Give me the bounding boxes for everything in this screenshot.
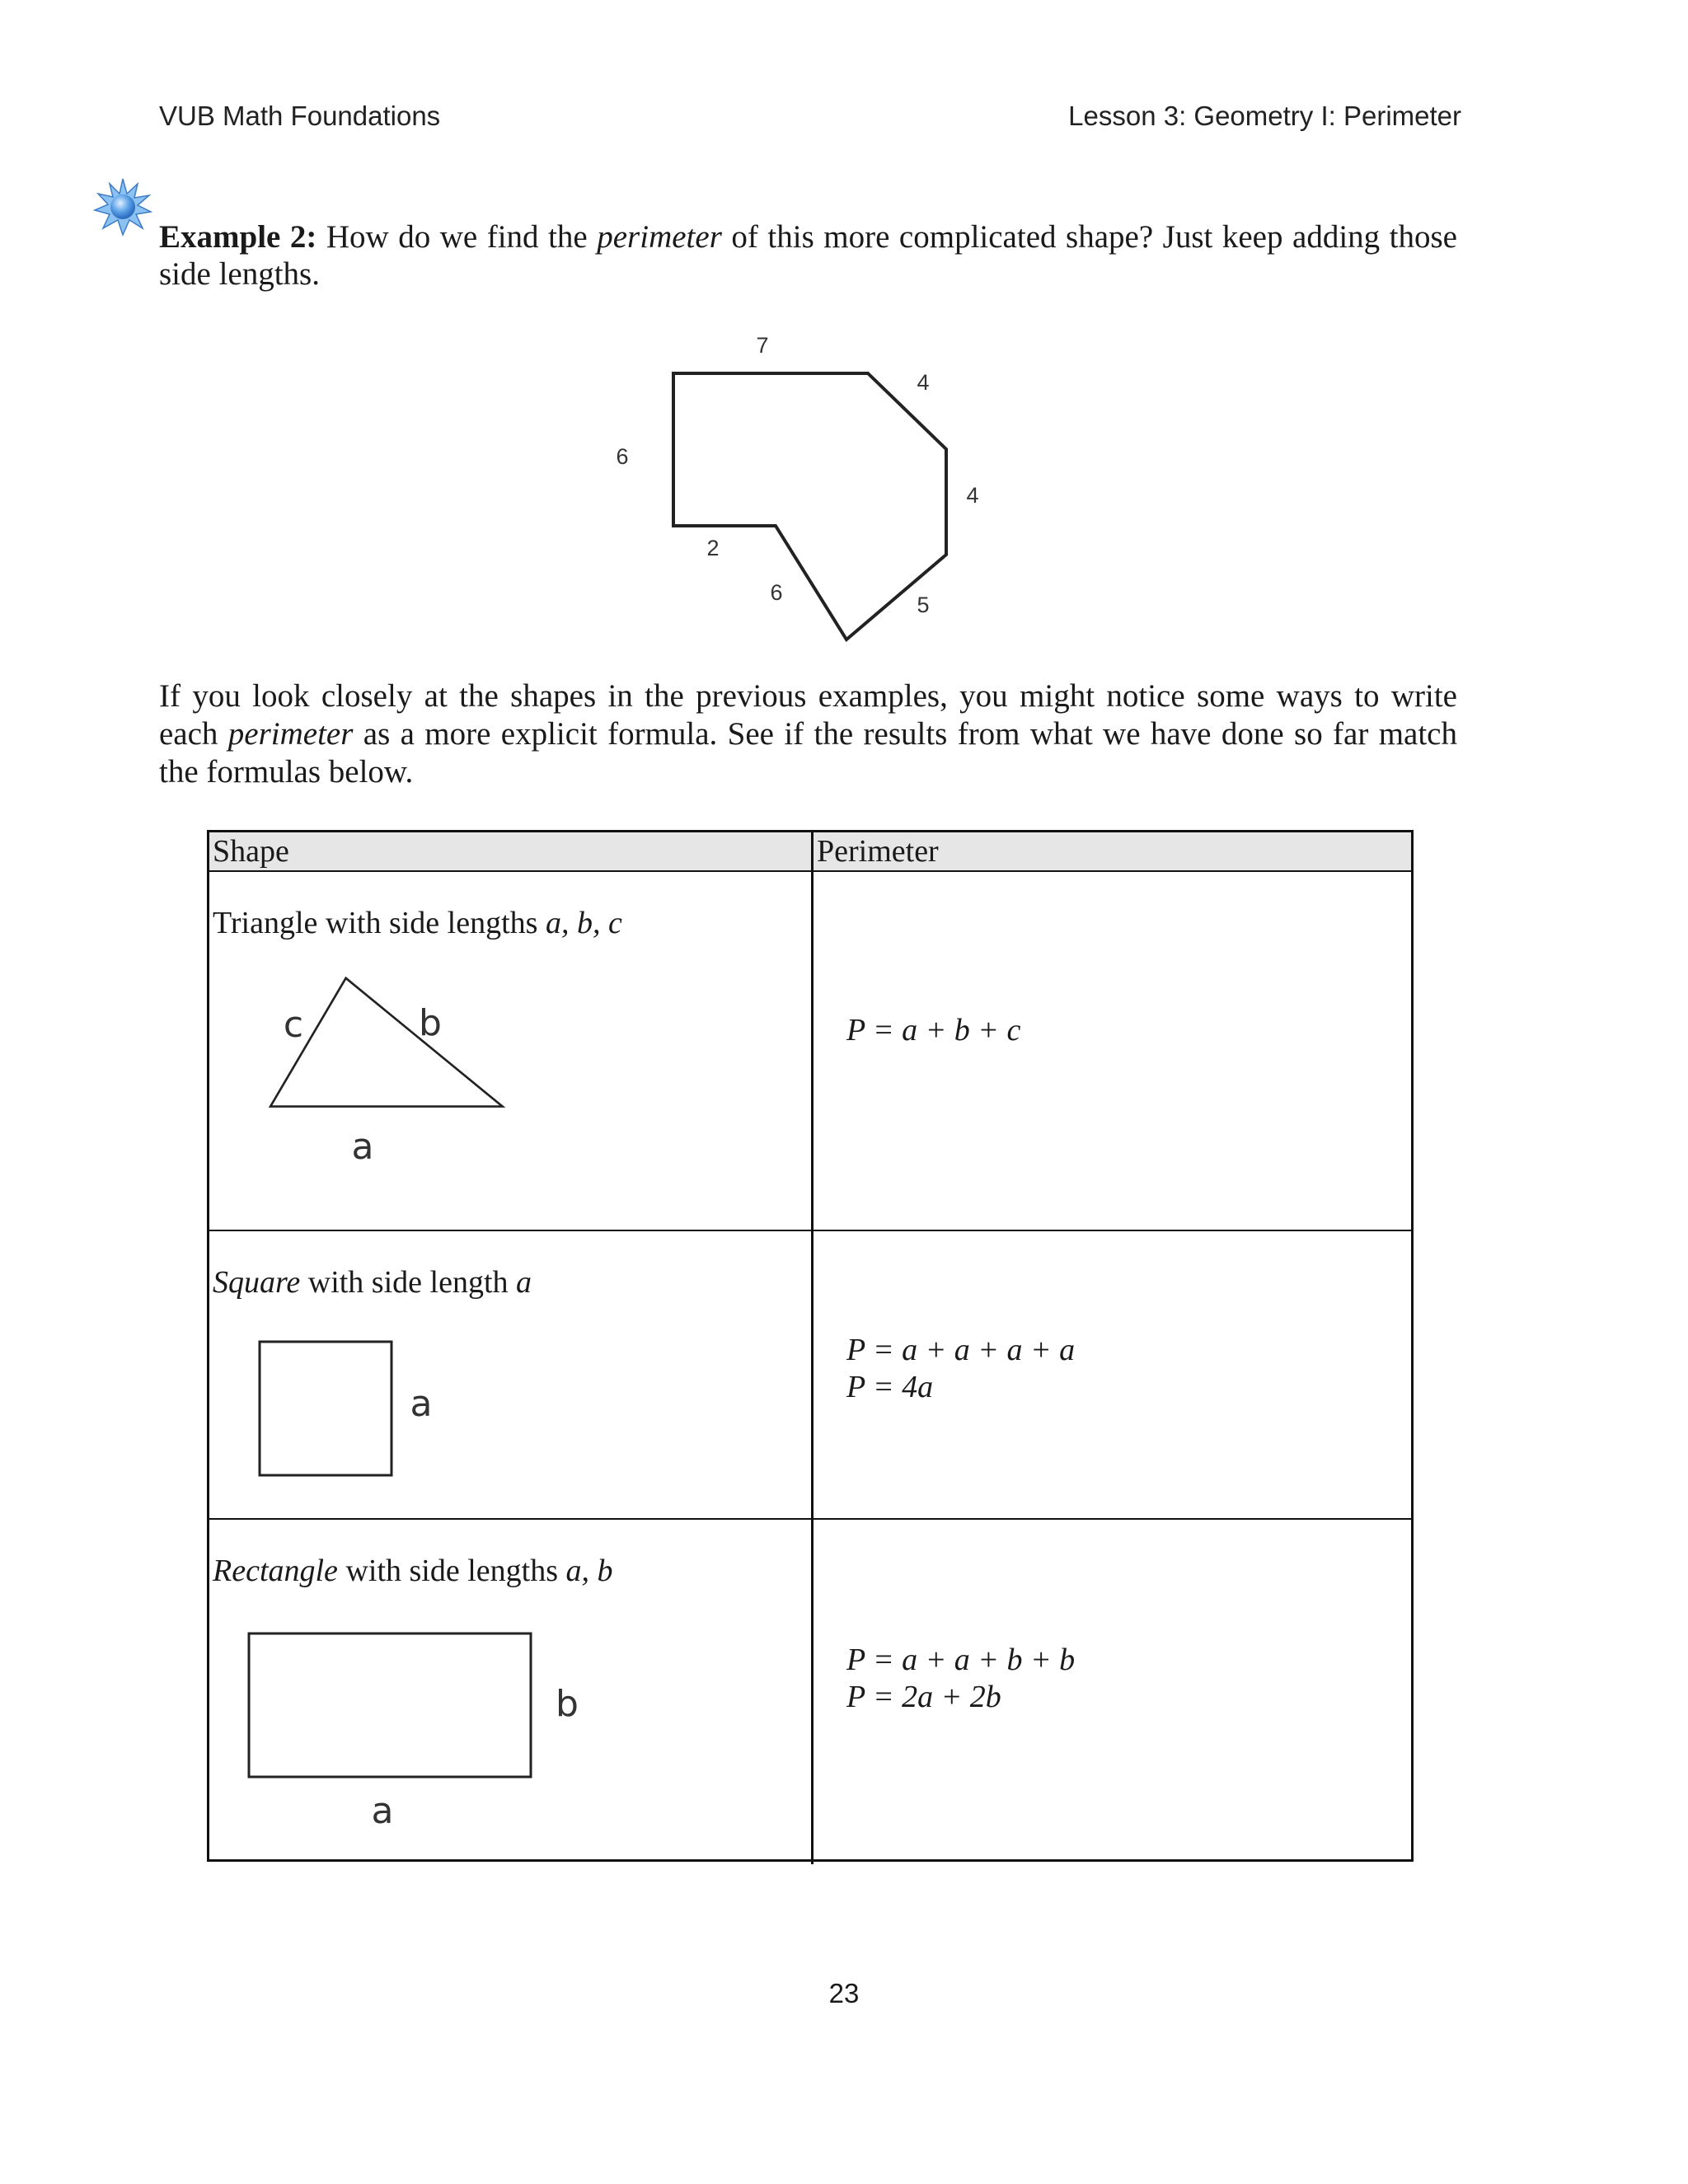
triangle-shape xyxy=(270,978,503,1107)
table-row xyxy=(209,872,1411,1231)
table-row xyxy=(209,1520,1411,1864)
rectangle-label xyxy=(213,1553,612,1589)
page-number: 23 xyxy=(828,1978,860,2008)
para-part1: If you look closely at the shapes in the previous examples, you might notice some ways to write each xyxy=(159,678,1457,752)
square-formula-1: P = a + a + a + a xyxy=(846,1333,1076,1367)
sun-icon xyxy=(93,177,152,237)
para-term: perimeter xyxy=(227,716,354,752)
header-perimeter: Perimeter xyxy=(817,834,939,869)
header-shape: Shape xyxy=(209,832,814,870)
rectangle-vars: a, b xyxy=(565,1554,613,1588)
side-label-left: 6 xyxy=(616,444,629,469)
triangle-name: Triangle xyxy=(213,906,318,940)
table-row xyxy=(209,1231,1411,1520)
rectangle-formula-2: P = 2a + 2b xyxy=(846,1680,1001,1714)
rectangle-label-b: b xyxy=(556,1683,579,1725)
side-label-top-right: 4 xyxy=(917,370,930,395)
square-name: Square xyxy=(213,1265,301,1300)
triangle-label-c: c xyxy=(283,1004,304,1046)
formula-intro-paragraph xyxy=(159,677,1457,791)
triangle-label-b: b xyxy=(419,1002,442,1044)
rectangle-name: Rectangle xyxy=(213,1554,338,1588)
header-course-title: VUB Math Foundations xyxy=(159,101,441,131)
triangle-desc: with side lengths xyxy=(317,906,546,940)
triangle-formula: P = a + b + c xyxy=(846,1013,1021,1047)
complicated-polygon-figure xyxy=(602,326,1030,655)
rectangle-formula-cell xyxy=(814,1520,1411,1864)
side-label-right: 4 xyxy=(966,483,979,508)
side-label-top: 7 xyxy=(756,333,769,358)
square-vars: a xyxy=(516,1265,532,1300)
rectangle-shape-cell xyxy=(209,1520,814,1864)
rectangle-figure xyxy=(242,1627,613,1849)
square-desc: with side length xyxy=(300,1265,517,1300)
header-lesson-title: Lesson 3: Geometry I: Perimeter xyxy=(1068,101,1461,131)
example-label: Example 2: xyxy=(159,219,317,255)
rectangle-formula-1: P = a + a + b + b xyxy=(846,1643,1076,1677)
example-text-after: of this more complicated shape? Just keep adding those side lengths. xyxy=(159,219,1457,292)
square-shape xyxy=(260,1342,392,1475)
triangle-formula-cell xyxy=(814,872,1411,1230)
side-label-inner: 2 xyxy=(706,536,720,560)
example-term: perimeter xyxy=(597,219,722,255)
square-label-a: a xyxy=(410,1383,433,1425)
square-shape-cell xyxy=(209,1231,814,1518)
side-label-bottom-right: 5 xyxy=(917,593,930,617)
example-text-before: How do we find the xyxy=(316,219,598,255)
triangle-shape-cell xyxy=(209,872,814,1230)
table-header-row xyxy=(209,832,1411,872)
perimeter-formulas-table xyxy=(207,830,1414,1862)
triangle-figure xyxy=(259,971,506,1193)
polygon-shape xyxy=(673,373,946,640)
rectangle-shape xyxy=(249,1633,531,1777)
triangle-vars: a, b, c xyxy=(545,906,622,940)
para-part2: as a more explicit formula. See if the results from what we have done so far match the formulas below. xyxy=(159,716,1457,790)
example-2-text xyxy=(159,218,1457,293)
triangle-label xyxy=(213,905,622,941)
square-figure xyxy=(255,1337,436,1485)
rectangle-desc: with side lengths xyxy=(337,1554,566,1588)
page-header xyxy=(159,101,1461,142)
side-label-bottom-left: 6 xyxy=(770,580,783,605)
rectangle-label-a: a xyxy=(371,1790,394,1832)
square-label xyxy=(213,1264,532,1301)
triangle-label-a: a xyxy=(351,1126,374,1168)
square-formula-cell xyxy=(814,1231,1411,1518)
square-formula-2: P = 4a xyxy=(846,1370,934,1404)
